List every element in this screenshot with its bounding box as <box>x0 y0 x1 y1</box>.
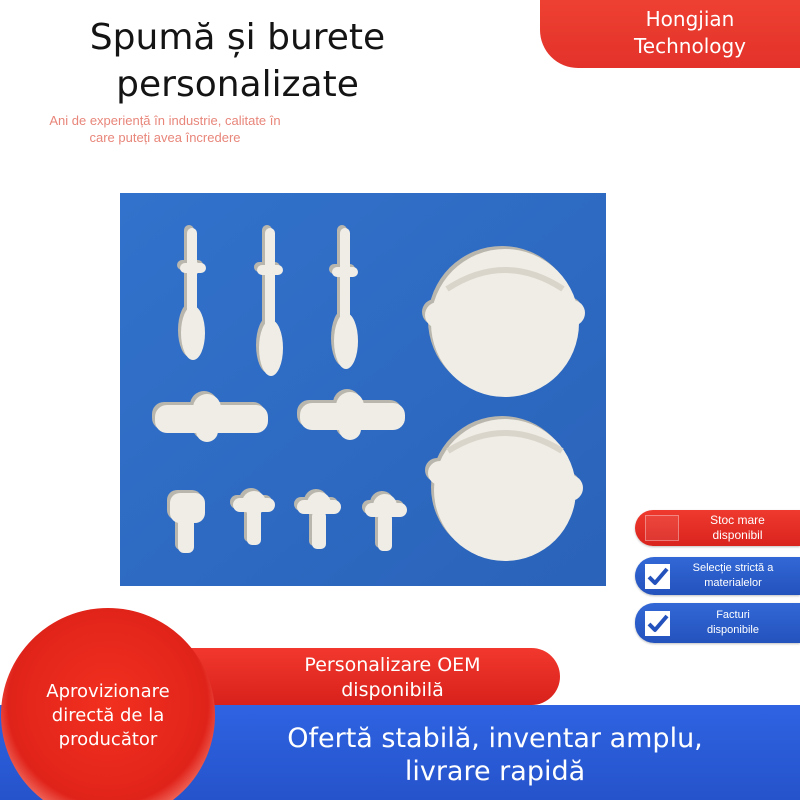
brand-line-2: Technology <box>633 34 747 58</box>
check-icon <box>645 611 670 636</box>
brand-tab <box>540 0 800 68</box>
page-title <box>30 14 445 108</box>
oem-line-1: Personalizare OEM <box>304 654 481 676</box>
badge-invoices-line-1: Facturi <box>716 609 750 621</box>
badge-invoices-line-2: disponibile <box>707 624 759 636</box>
page-subtitle <box>15 112 315 146</box>
supply-line-1: Aprovizionare <box>46 681 170 702</box>
badge-materials-line-2: materialelor <box>704 577 762 589</box>
title-line-1: Spumă și burete <box>89 17 386 58</box>
oem-bar-text <box>230 653 555 703</box>
foam-insert-photo <box>120 193 606 586</box>
badge-invoices <box>635 603 800 643</box>
subtitle-line-2: care puteți avea încredere <box>89 130 241 145</box>
offer-bar-text <box>215 722 775 788</box>
brand-line-1: Hongjian <box>645 7 735 31</box>
supply-line-3: producător <box>58 729 158 750</box>
badge-stock-line-1: Stoc mare <box>710 513 765 527</box>
offer-line-1: Ofertă stabilă, inventar amplu, <box>287 723 703 754</box>
badge-materials-line-1: Selecție strictă a <box>692 562 774 574</box>
badge-stock-text <box>679 513 800 543</box>
badge-stock-line-2: disponibil <box>712 528 763 542</box>
badge-materials <box>635 557 800 595</box>
supply-circle-text <box>8 680 208 752</box>
stock-box-icon <box>645 515 679 541</box>
badge-materials-text <box>670 561 800 591</box>
offer-line-2: livrare rapidă <box>404 756 586 787</box>
badge-stock <box>635 510 800 546</box>
subtitle-line-1: Ani de experiență în industrie, calitate în <box>49 113 281 128</box>
oem-line-2: disponibilă <box>341 679 444 701</box>
badge-invoices-text <box>670 608 800 638</box>
check-icon <box>645 564 670 589</box>
supply-line-2: directă de la <box>51 705 165 726</box>
title-line-2: personalizate <box>116 64 359 105</box>
